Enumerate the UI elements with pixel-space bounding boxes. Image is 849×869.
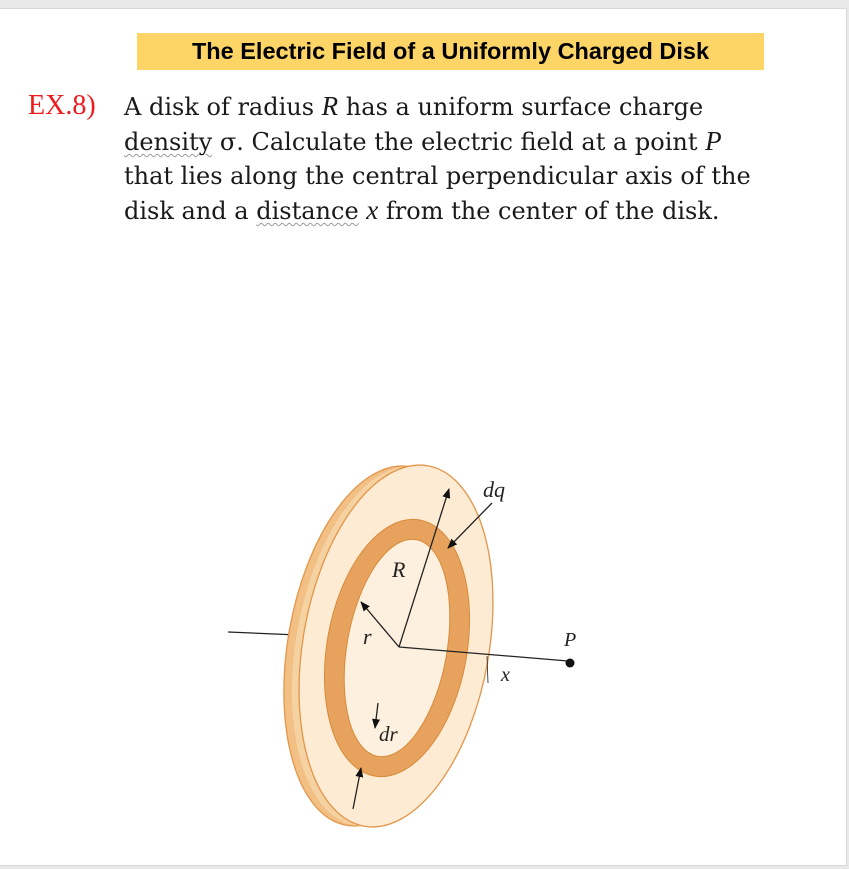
spellcheck-word-distance: distance — [256, 197, 359, 225]
symbol-R: R — [321, 91, 339, 121]
spellcheck-word-density: density — [124, 128, 213, 156]
problem-text: σ. Calculate the electric field at a point — [212, 128, 706, 156]
problem-line-3: that lies along the central perpendicular axis of the — [124, 162, 751, 190]
label-P: P — [564, 629, 577, 651]
example-label: EX.8) — [28, 90, 96, 121]
point-P-dot — [566, 659, 575, 668]
symbol-x: x — [366, 195, 379, 225]
problem-text: disk and a — [124, 197, 257, 225]
charged-disk-figure — [0, 9, 846, 865]
label-x: x — [501, 664, 510, 686]
label-dq: dq — [483, 477, 505, 502]
problem-text: from the center of the disk. — [378, 197, 720, 225]
axis-line-left — [228, 632, 298, 635]
problem-text: A disk of radius — [124, 93, 322, 121]
document-page — [0, 8, 847, 866]
page-title: The Electric Field of a Uniformly Charged Disk — [137, 33, 764, 70]
label-R: R — [392, 557, 406, 582]
label-dr: dr — [379, 722, 398, 746]
label-r: r — [363, 624, 372, 649]
symbol-P: P — [705, 126, 722, 156]
problem-text: has a uniform surface charge — [338, 93, 704, 121]
